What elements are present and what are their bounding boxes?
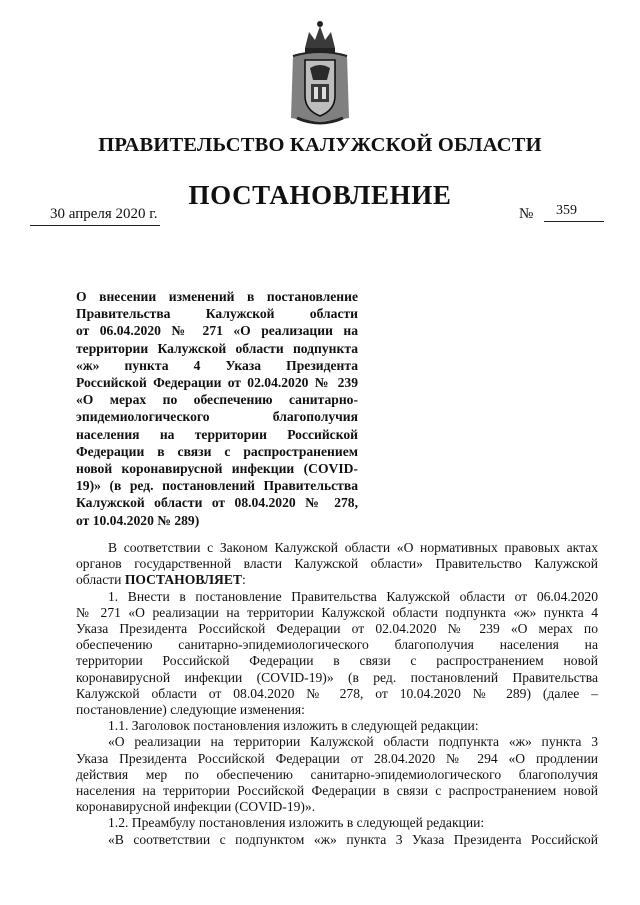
body-line: органов государственной власти Калужской области» Правительство Калужской [76, 556, 598, 572]
number-underline [544, 221, 604, 222]
body-line: Указа Президента Российской Федерации от 28.04.2020 № 294 «О продлении [76, 750, 598, 766]
date-underline [30, 225, 160, 226]
body-line: территории Российской Федерации в связи с распространением новой [76, 653, 598, 669]
heading-line: от 06.04.2020 № 271 «О реализации на [76, 323, 358, 339]
body-line: Калужской области от 08.04.2020 № 278, от 10.04.2020 № 289) (далее – [76, 685, 598, 701]
heading-line: «О мерах по обеспечению санитарно- [76, 392, 358, 408]
heading-line: «ж» пункта 4 Указа Президента [76, 357, 358, 373]
document-date: 30 апреля 2020 г. [50, 206, 158, 222]
heading-line: О внесении изменений в постановление [76, 289, 358, 304]
heading-line: 19)» (в ред. постановлений Правительства [76, 478, 358, 494]
body-line [76, 572, 598, 588]
heading-line: Федерации в связи с распространением [76, 443, 358, 459]
body-line: Указа Президента Российской Федерации от 02.04.2020 № 239 «О мерах по [76, 621, 598, 637]
coat-of-arms-emblem [287, 18, 353, 128]
heading-line: новой коронавирусной инфекции (COVID- [76, 461, 358, 477]
heading-line: Российской Федерации от 02.04.2020 № 239 [76, 375, 358, 391]
heading-line: территории Калужской области подпункта [76, 340, 358, 356]
document-body [76, 540, 598, 848]
coat-of-arms-icon [287, 18, 353, 128]
body-line: действия мер по обеспечению санитарно-эпидемиологического благополучия [76, 766, 598, 782]
body-text: : [241, 572, 246, 588]
body-line: коронавирусной инфекции (COVID-19)». [76, 799, 316, 815]
body-line: постановление) следующие изменения: [76, 702, 305, 718]
heading-line: Правительства Калужской области [76, 306, 358, 322]
body-line: № 271 «О реализации на территории Калужской области подпункта «ж» пункта 4 [76, 604, 598, 620]
number-label: № [519, 206, 534, 222]
body-line: В соответствии с Законом Калужской области «О нормативных правовых актах [108, 540, 598, 555]
document-type: ПОСТАНОВЛЕНИЕ [188, 180, 452, 210]
resolves-keyword: ПОСТАНОВЛЯЕТ [124, 572, 242, 588]
heading-line: населения на территории Российской [76, 426, 358, 442]
heading-line: Калужской области от 08.04.2020 № 278, [76, 495, 358, 511]
body-text: области [76, 572, 125, 588]
document-number: 359 [556, 203, 577, 218]
body-line: населения на территории Российской Федерации в связи с распространением новой [76, 783, 598, 799]
body-line: коронавирусной инфекции (COVID-19)» (в ред. постановлений Правительства [76, 669, 598, 685]
body-line: «О реализации на территории Калужской области подпункта «ж» пункта 3 [108, 734, 598, 750]
government-title: ПРАВИТЕЛЬСТВО КАЛУЖСКОЙ ОБЛАСТИ [98, 134, 542, 156]
heading-line: от 10.04.2020 № 289) [76, 512, 200, 528]
document-heading [76, 288, 358, 529]
heading-line: эпидемиологического благополучия [76, 409, 358, 425]
body-line: «В соответствии с подпунктом «ж» пункта 3 Указа Президента Российской [108, 831, 598, 847]
body-line: 1. Внести в постановление Правительства Калужской области от 06.04.2020 [108, 588, 598, 604]
body-line: 1.1. Заголовок постановления изложить в следующей редакции: [108, 718, 479, 734]
body-line: обеспечению санитарно-эпидемиологического благополучия населения на [76, 637, 598, 653]
body-line: 1.2. Преамбулу постановления изложить в следующей редакции: [108, 815, 485, 831]
